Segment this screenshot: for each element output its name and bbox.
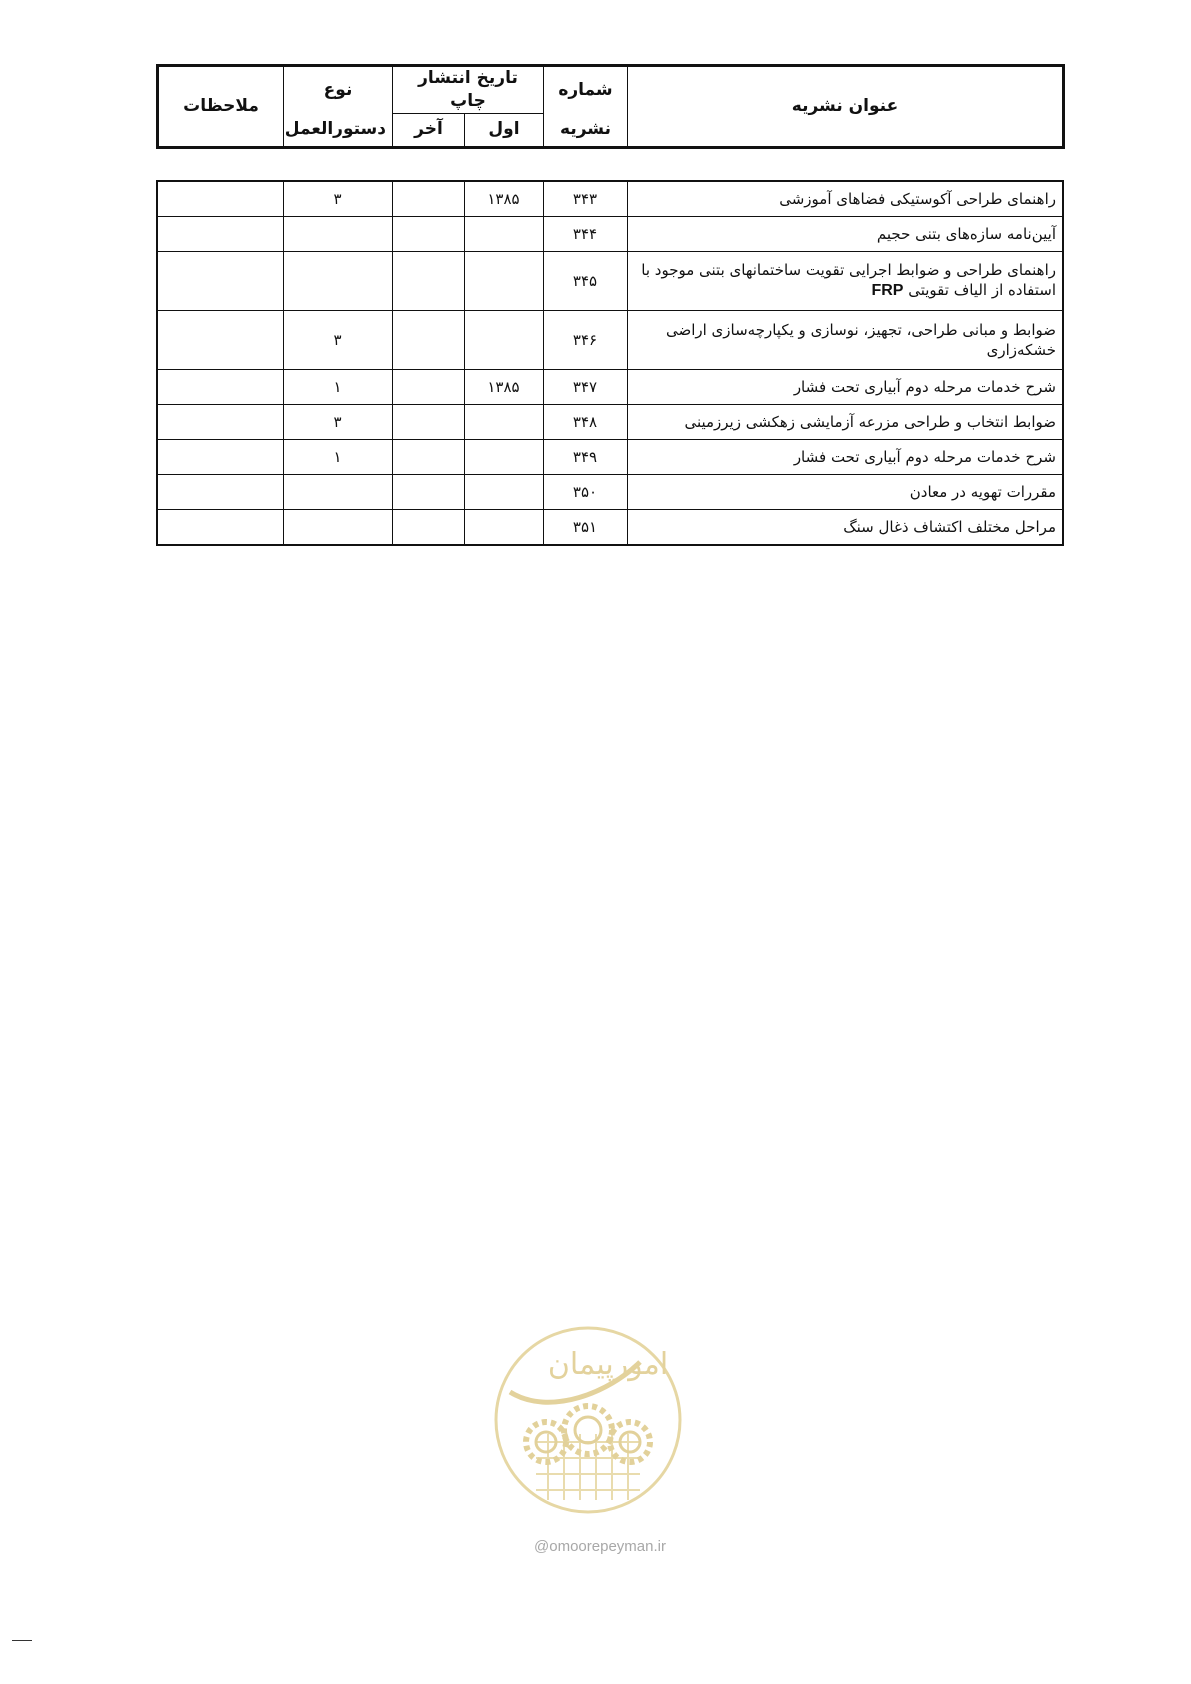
row-number: ۳۴۵ — [543, 252, 627, 311]
publications-table — [156, 180, 1064, 546]
row-number: ۳۴۹ — [543, 440, 627, 475]
row-last-print — [392, 475, 464, 510]
header-title-col: عنوان نشریه — [628, 66, 1064, 148]
row-first-print — [464, 440, 543, 475]
row-notes — [157, 252, 283, 311]
header-first-col: اول — [465, 113, 544, 147]
row-title: ضوابط و مبانی طراحی، تجهیز، نوسازی و یکپارچه‌سازی اراضی خشکه‌زاری — [627, 311, 1063, 370]
table-row — [157, 510, 1063, 546]
row-notes — [157, 510, 283, 546]
row-notes — [157, 311, 283, 370]
row-last-print — [392, 370, 464, 405]
row-notes — [157, 370, 283, 405]
row-type: ۳ — [283, 181, 392, 217]
row-number: ۳۴۴ — [543, 217, 627, 252]
row-type: ۱ — [283, 370, 392, 405]
row-title-latin: FRP — [871, 282, 904, 300]
header-notes-col: ملاحظات — [158, 66, 284, 148]
watermark-url: @omoorepeyman.ir — [534, 1538, 666, 1555]
row-first-print: ۱۳۸۵ — [464, 181, 543, 217]
row-notes — [157, 405, 283, 440]
table-row — [157, 217, 1063, 252]
row-type — [283, 475, 392, 510]
row-last-print — [392, 252, 464, 311]
row-notes — [157, 475, 283, 510]
row-type: ۳ — [283, 311, 392, 370]
row-title: مقررات تهویه در معادن — [627, 475, 1063, 510]
watermark-logo-text: امورپیمان — [547, 1347, 669, 1382]
row-last-print — [392, 217, 464, 252]
row-title: مراحل مختلف اکتشاف ذغال سنگ — [627, 510, 1063, 546]
row-type — [283, 217, 392, 252]
row-first-print — [464, 475, 543, 510]
table-row — [157, 252, 1063, 311]
table-row — [157, 440, 1063, 475]
row-notes — [157, 440, 283, 475]
table-header — [156, 64, 1065, 149]
table-row — [157, 405, 1063, 440]
scan-edge-mark — [12, 1640, 32, 1641]
row-title-text: راهنمای طراحی و ضوابط اجرایی تقویت ساختمانهای بتنی موجود با استفاده از الیاف تقویتی — [641, 261, 1056, 300]
row-first-print — [464, 510, 543, 546]
row-first-print — [464, 252, 543, 311]
table-row — [157, 475, 1063, 510]
row-first-print — [464, 405, 543, 440]
row-title: شرح خدمات مرحله دوم آبیاری تحت فشار — [627, 370, 1063, 405]
row-title: آیین‌نامه سازه‌های بتنی حجیم — [627, 217, 1063, 252]
row-last-print — [392, 510, 464, 546]
row-type — [283, 252, 392, 311]
row-number: ۳۴۶ — [543, 311, 627, 370]
table-row — [157, 181, 1063, 217]
row-notes — [157, 181, 283, 217]
row-type — [283, 510, 392, 546]
header-type-line1: نوع — [284, 66, 393, 114]
row-notes — [157, 217, 283, 252]
watermark-logo — [490, 1322, 686, 1518]
header-number-line2: نشریه — [544, 113, 628, 147]
table-row — [157, 311, 1063, 370]
table-row — [157, 370, 1063, 405]
row-first-print — [464, 311, 543, 370]
row-number: ۳۴۸ — [543, 405, 627, 440]
header-date-group: تاریخ انتشار چاپ — [393, 66, 544, 114]
row-number: ۳۵۰ — [543, 475, 627, 510]
row-last-print — [392, 405, 464, 440]
header-type-line2: دستورالعمل — [284, 113, 393, 147]
row-title: راهنمای طراحی آکوستیکی فضاهای آموزشی — [627, 181, 1063, 217]
row-type: ۱ — [283, 440, 392, 475]
header-number-line1: شماره — [544, 66, 628, 114]
row-number: ۳۵۱ — [543, 510, 627, 546]
row-title: شرح خدمات مرحله دوم آبیاری تحت فشار — [627, 440, 1063, 475]
header-last-col: آخر — [393, 113, 465, 147]
row-number: ۳۴۷ — [543, 370, 627, 405]
row-last-print — [392, 440, 464, 475]
row-first-print — [464, 217, 543, 252]
row-number: ۳۴۳ — [543, 181, 627, 217]
row-type: ۳ — [283, 405, 392, 440]
row-title: ضوابط انتخاب و طراحی مزرعه آزمایشی زهکشی زیرزمینی — [627, 405, 1063, 440]
row-title — [627, 252, 1063, 311]
row-last-print — [392, 181, 464, 217]
row-last-print — [392, 311, 464, 370]
row-first-print: ۱۳۸۵ — [464, 370, 543, 405]
